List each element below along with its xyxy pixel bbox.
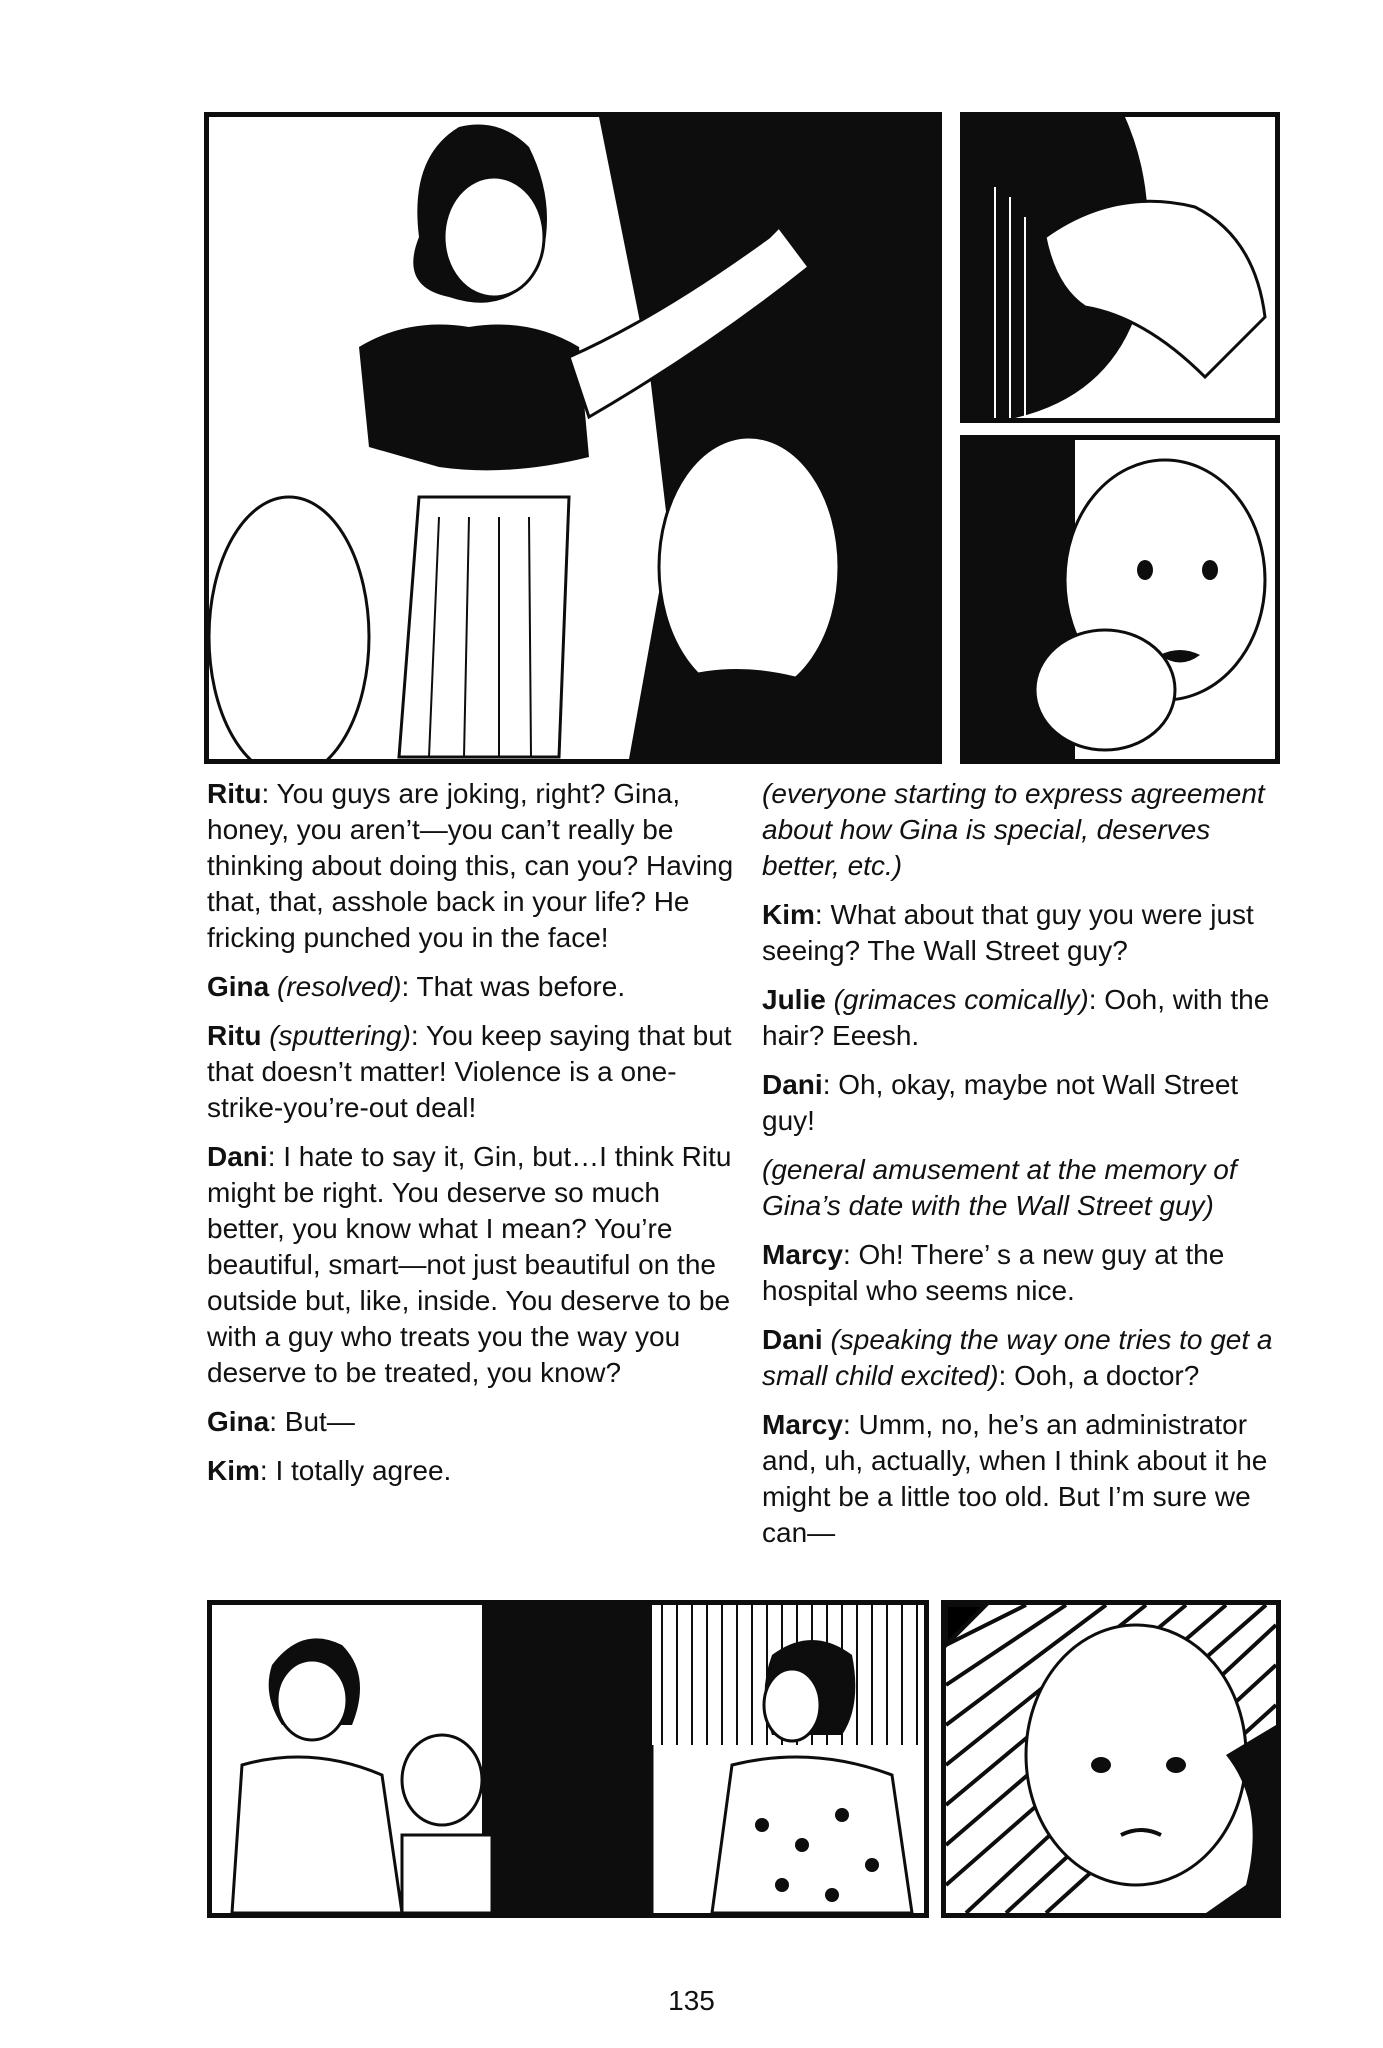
speaker-name: Dani xyxy=(762,1324,823,1355)
dialogue-line xyxy=(207,1453,737,1489)
spoken-text: : That was before. xyxy=(401,971,626,1002)
dialogue-column-left xyxy=(207,776,737,1502)
spoken-text: : Ooh, a doctor? xyxy=(998,1360,1200,1391)
speaker-name: Dani xyxy=(762,1069,823,1100)
panel-art-hand xyxy=(965,117,1275,418)
speaker-name: Julie xyxy=(762,984,826,1015)
spoken-text: : Ooh, with the hair? Eeesh. xyxy=(762,984,1270,1051)
dialogue-line xyxy=(207,1404,737,1440)
speaker-name: Kim xyxy=(207,1455,260,1486)
panel-art-ritu xyxy=(209,117,937,759)
panel-gina-closeup xyxy=(960,435,1280,764)
dialogue-column-right xyxy=(762,776,1282,1564)
panel-gina-looking-away xyxy=(941,1600,1281,1918)
spoken-text: : Umm, no, he’s an administrator and, uh, actually, when I think about it he might be a little too old. But I’m sure we can— xyxy=(762,1409,1268,1548)
speaker-name: Gina xyxy=(207,1406,270,1437)
stage-direction: (speaking the way one tries to get a small child excited) xyxy=(762,1324,1273,1391)
dialogue-line xyxy=(762,897,1282,969)
spoken-text: : Oh! There’ s a new guy at the hospital who seems nice. xyxy=(762,1239,1225,1306)
stage-direction: (grimaces comically) xyxy=(825,984,1089,1015)
panel-friends-at-table xyxy=(207,1600,929,1918)
panel-art-gina-closeup xyxy=(965,440,1275,759)
dialogue-line xyxy=(762,1237,1282,1309)
dialogue-line xyxy=(762,1407,1282,1551)
speaker-name: Kim xyxy=(762,899,815,930)
dialogue-line xyxy=(207,969,737,1005)
spoken-text: : What about that guy you were just seeing? The Wall Street guy? xyxy=(762,899,1254,966)
spoken-text: : Oh, okay, maybe not Wall Street guy! xyxy=(762,1069,1239,1136)
dialogue-line xyxy=(207,776,737,956)
dialogue-line xyxy=(762,1067,1282,1139)
spoken-text: : You guys are joking, right? Gina, honey, you aren’t—you can’t really be thinking about doing this, can you? Having that, that, asshole back in your life? He fricking punched you in the face! xyxy=(207,778,734,953)
panel-art-friends xyxy=(212,1605,924,1913)
speaker-name: Marcy xyxy=(762,1239,843,1270)
speaker-name: Dani xyxy=(207,1141,268,1172)
dialogue-line xyxy=(207,1139,737,1391)
dialogue-line xyxy=(762,982,1282,1054)
page-number: 135 xyxy=(668,1985,715,2016)
panel-hand-with-ring xyxy=(960,112,1280,423)
spoken-text: : But— xyxy=(269,1406,355,1437)
speaker-name: Ritu xyxy=(207,778,262,809)
stage-direction: (resolved) xyxy=(269,971,402,1002)
stage-direction: (general amusement at the memory of Gina’s date with the Wall Street guy) xyxy=(762,1154,1237,1221)
dialogue-line xyxy=(207,1018,737,1126)
panel-art-gina-worried xyxy=(946,1605,1276,1913)
dialogue-line xyxy=(762,1322,1282,1394)
dialogue-line xyxy=(762,1152,1282,1224)
speaker-name: Marcy xyxy=(762,1409,843,1440)
speaker-name: Ritu xyxy=(207,1020,262,1051)
dialogue-line xyxy=(762,776,1282,884)
spoken-text: : You keep saying that but that doesn’t matter! Violence is a one-strike-you’re-out deal! xyxy=(207,1020,732,1123)
stage-direction: (everyone starting to express agreement about how Gina is special, deserves better, etc.) xyxy=(762,778,1265,881)
speaker-name: Gina xyxy=(207,971,270,1002)
panel-ritu-gesturing xyxy=(204,112,942,764)
spoken-text: : I totally agree. xyxy=(259,1455,452,1486)
spoken-text: : I hate to say it, Gin, but…I think Ritu might be right. You deserve so much better, you know what I mean? You’re beautiful, smart—not just beautiful on the outside but, like, inside. You deserve to be with a guy who treats you the way you deserve to be treated, you know? xyxy=(207,1141,732,1388)
stage-direction: (sputtering) xyxy=(261,1020,411,1051)
